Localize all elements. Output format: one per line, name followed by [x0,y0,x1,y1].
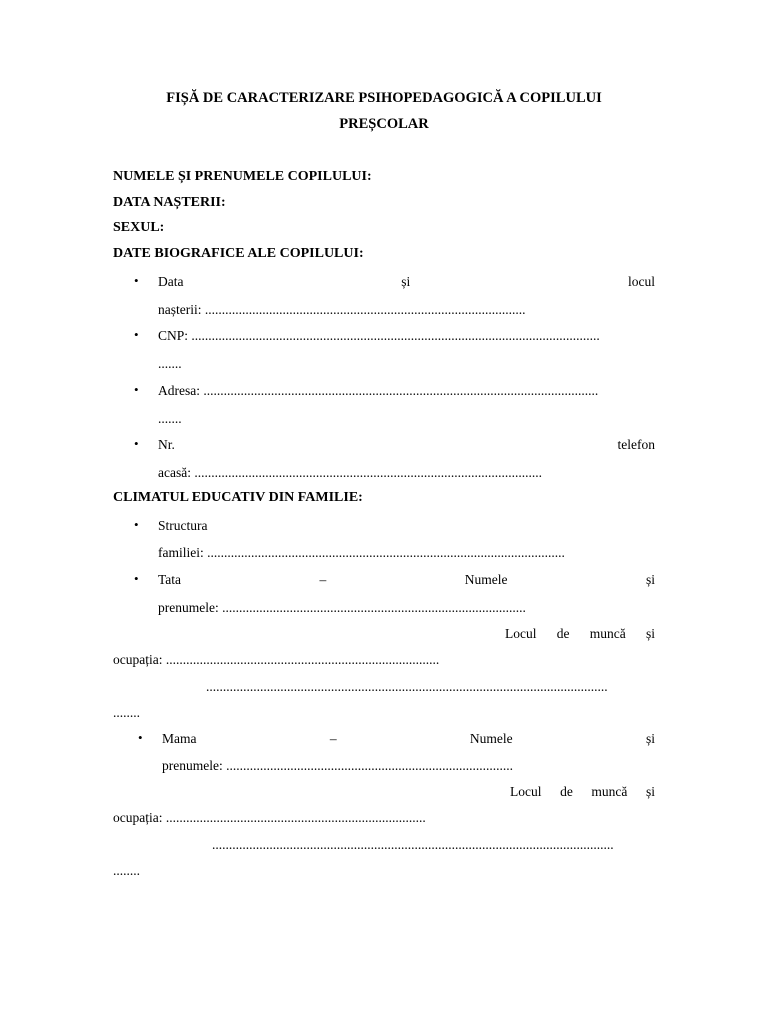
father-extra-line-cont: ........ [113,705,140,720]
address-line-cont: ....... [158,411,182,426]
phone-word: Nr. [158,437,175,452]
birthplace-word: locul [628,274,655,289]
bullet-icon: • [138,730,143,745]
mother-occupation-line: ocupația: ............................................................................. [113,810,426,825]
mother-work-word: și [645,784,655,799]
mother-line1 [162,731,655,747]
father-line1 [158,572,655,588]
cnp-line: CNP: ......................................................................................................................... [158,328,600,343]
mother-work-line [510,784,655,800]
field-birth-date: DATA NAȘTERII: [113,195,226,210]
address-line: Adresa: ..................................................................................................................... [158,383,599,398]
mother-extra-line-cont: ........ [113,863,140,878]
birthplace-line1 [158,274,655,290]
father-name-line: prenumele: .......................................................................................... [158,600,526,615]
mother-word: Numele [469,731,513,746]
mother-word: și [645,731,655,746]
family-structure-line2: familiei: .......................................................................................................... [158,545,565,560]
mother-word: – [329,731,337,746]
father-word: – [319,572,327,587]
document-title-line1: FIȘĂ DE CARACTERIZARE PSIHOPEDAGOGICĂ A COPILULUI [166,90,602,106]
field-child-name: NUMELE ȘI PRENUMELE COPILULUI: [113,169,372,184]
father-occupation-line: ocupația: ................................................................................. [113,652,440,667]
father-word: Numele [464,572,508,587]
bullet-icon: • [134,517,139,532]
birthplace-word: și [401,274,411,289]
field-sex: SEXUL: [113,220,165,235]
father-work-word: Locul [505,626,537,641]
bullet-icon: • [134,327,139,342]
mother-extra-line: ....................................................................................................................... [212,837,614,852]
mother-word: Mama [162,731,197,746]
phone-line2: acasă: ....................................................................................................... [158,465,542,480]
cnp-line-cont: ....... [158,356,182,371]
bullet-icon: • [134,273,139,288]
mother-name-line: prenumele: ..................................................................................... [162,758,513,773]
mother-work-word: muncă [591,784,628,799]
field-family-climate: CLIMATUL EDUCATIV DIN FAMILIE: [113,490,363,505]
father-word: și [645,572,655,587]
birthplace-line2: nașterii: ............................................................................................... [158,302,526,317]
mother-work-word: de [560,784,573,799]
father-word: Tata [158,572,182,587]
phone-word: telefon [617,437,655,452]
bullet-icon: • [134,571,139,586]
father-work-word: de [556,626,570,641]
father-work-word: muncă [589,626,626,641]
bullet-icon: • [134,436,139,451]
phone-line1 [158,437,655,453]
father-extra-line: ....................................................................................................................... [206,679,608,694]
bullet-icon: • [134,382,139,397]
field-biographic-data: DATE BIOGRAFICE ALE COPILULUI: [113,246,364,261]
family-structure-line1: Structura [158,518,208,533]
birthplace-word: Data [158,274,184,289]
father-work-line [505,626,655,642]
document-title-line2: PREȘCOLAR [339,116,429,132]
mother-work-word: Locul [510,784,542,799]
father-work-word: și [645,626,655,641]
